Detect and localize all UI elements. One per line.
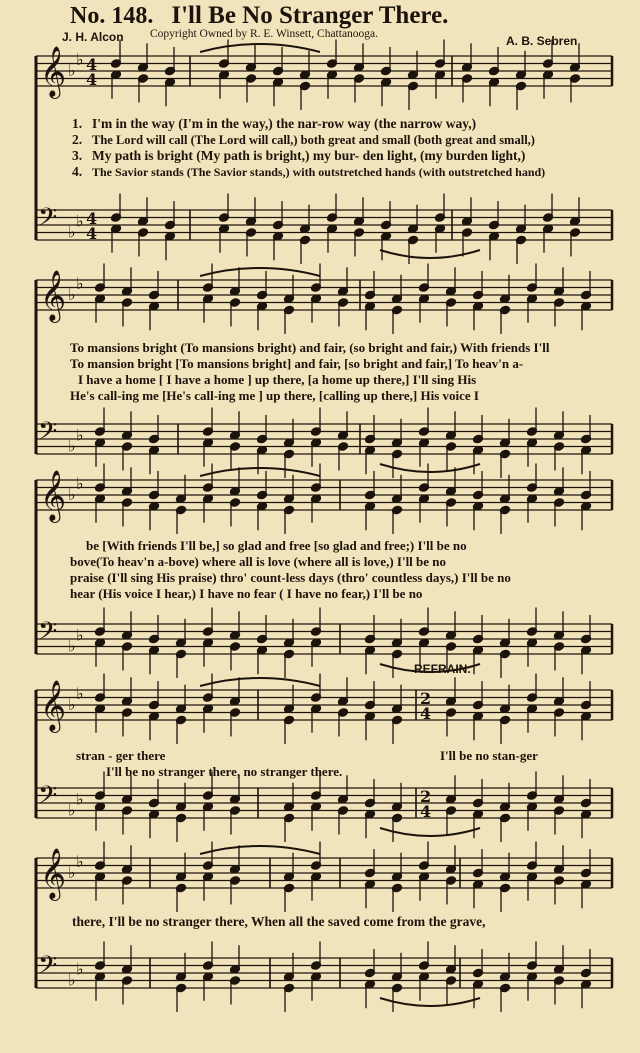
system-2-bass-clef-icon: 𝄢	[38, 417, 58, 452]
system-1-bass-clef-icon: 𝄢	[38, 203, 58, 238]
verse-1-line-c: be [With friends I'll be,] so glad and free [so glad and free;) I'll be no	[86, 538, 467, 553]
system-4-treble-refrain-time-top: 2	[420, 689, 432, 708]
verse-2-line-c: bove(To heav'n a-bove) where all is love (where all is love,) I'll be no	[70, 554, 447, 569]
system-1-treble-time-signature-bottom: 4	[86, 70, 98, 89]
system-3-treble-clef-icon: 𝄞	[40, 470, 67, 521]
system-4-slur	[380, 828, 480, 836]
verse-4-line-a: 4. The Savior stands (The Savior stands,) with outstretched hands (with outstretched hand)	[72, 164, 546, 179]
system-2-slur	[200, 268, 320, 276]
system-1-bass-key-flat-icon: ♭	[76, 211, 84, 231]
verse-4-line-c: hear (His voice I hear,) I have no fear ( I have no fear,) I'll be no	[70, 586, 423, 601]
system-4-bass-refrain-time-bottom: 4	[420, 802, 432, 821]
verse-3-line-c: praise (I'll sing His praise) thro' count-less days (thro' countless days,) I'll be no	[70, 570, 511, 585]
system-1-slur	[380, 250, 480, 258]
system-3-treble-key-flat-icon: ♭	[76, 473, 84, 493]
system-2-bass-key-flat-icon: ♭	[68, 436, 76, 456]
system-5-slur	[200, 846, 320, 854]
verse-4-line-b: He's call-ing me [He's call-ing me ] up there, [calling up there,] His voice I	[70, 388, 479, 403]
system-4-treble-refrain-time-bottom: 4	[420, 704, 432, 723]
system-5-treble-clef-icon: 𝄞	[40, 848, 67, 899]
system-5-treble-key-flat-icon: ♭	[76, 851, 84, 871]
refrain-line-a: stran - ger there	[76, 748, 166, 763]
system-2-slur	[380, 464, 480, 472]
system-3-slur	[200, 468, 320, 476]
system-2-treble-clef-icon: 𝄞	[40, 270, 67, 321]
verse-1-line-b: To mansions bright (To mansions bright) and fair, (so bright and fair,) With friends I'll	[70, 340, 550, 355]
system-4-slur	[200, 678, 320, 686]
system-5-slur	[380, 998, 480, 1006]
system-2-bass-key-flat-icon: ♭	[76, 425, 84, 445]
refrain-line-c: there, I'll be no stranger there, When all the saved come from the grave,	[72, 914, 486, 929]
system-4-bass-key-flat-icon: ♭	[68, 800, 76, 820]
lyricist-credit: J. H. Alcon	[62, 30, 124, 44]
system-1-treble-clef-icon: 𝄞	[40, 46, 67, 97]
hymn-title: I'll Be No Stranger There.	[171, 2, 449, 29]
system-4-bass-key-flat-icon: ♭	[76, 789, 84, 809]
verse-3-line-b: I have a home [ I have a home ] up there, [a home up there,] I'll sing His	[78, 372, 477, 387]
hymn-number: No. 148.	[70, 3, 154, 29]
system-2-treble-key-flat-icon: ♭	[68, 285, 76, 304]
system-3-bass-key-flat-icon: ♭	[76, 625, 84, 645]
system-1-bass-key-flat-icon: ♭	[68, 222, 76, 242]
system-1-treble-key-flat-icon: ♭	[68, 61, 76, 80]
system-4-treble-key-flat-icon: ♭	[68, 695, 76, 714]
refrain-label: REFRAIN.	[414, 662, 471, 676]
system-5-bass-clef-icon: 𝄢	[38, 951, 58, 986]
system-1-treble-time-signature-top: 4	[86, 55, 98, 74]
system-4-treble-key-flat-icon: ♭	[76, 683, 84, 703]
system-1-bass-time-signature-bottom: 4	[86, 224, 98, 243]
refrain-line-a2: I'll be no stan-ger	[440, 748, 538, 763]
system-4-treble-clef-icon: 𝄞	[40, 680, 67, 731]
verse-1-line-a: 1. I'm in the way (I'm in the way,) the nar-row way (the narrow way,)	[72, 116, 477, 131]
system-3-treble-key-flat-icon: ♭	[68, 485, 76, 504]
copyright-notice: Copyright Owned by R. E. Winsett, Chattanooga.	[150, 28, 379, 40]
system-3-bass-clef-icon: 𝄢	[38, 617, 58, 652]
verse-2-line-b: To mansion bright [To mansions bright] and fair, [so bright and fair,] To heav'n a-	[70, 356, 524, 371]
refrain-line-b: I'll be no stranger there, no stranger there.	[106, 764, 343, 779]
system-5-treble-key-flat-icon: ♭	[68, 863, 76, 882]
system-1-slur	[200, 44, 320, 52]
system-5-bass-key-flat-icon: ♭	[76, 959, 84, 979]
system-4-bass-refrain-time-top: 2	[420, 787, 432, 806]
verse-2-line-a: 2. The Lord will call (The Lord will call,) both great and small (both great and small,)	[72, 132, 535, 147]
system-1-bass-time-signature-top: 4	[86, 209, 98, 228]
system-4-bass-clef-icon: 𝄢	[38, 781, 58, 816]
system-5-bass-key-flat-icon: ♭	[68, 970, 76, 990]
verse-3-line-a: 3. My path is bright (My path is bright,) my bur- den light, (my burden light,)	[72, 148, 526, 163]
composer-credit: A. B. Sebren	[506, 34, 578, 48]
system-1-treble-key-flat-icon: ♭	[76, 49, 84, 69]
system-3-bass-key-flat-icon: ♭	[68, 636, 76, 656]
system-2-treble-key-flat-icon: ♭	[76, 273, 84, 293]
